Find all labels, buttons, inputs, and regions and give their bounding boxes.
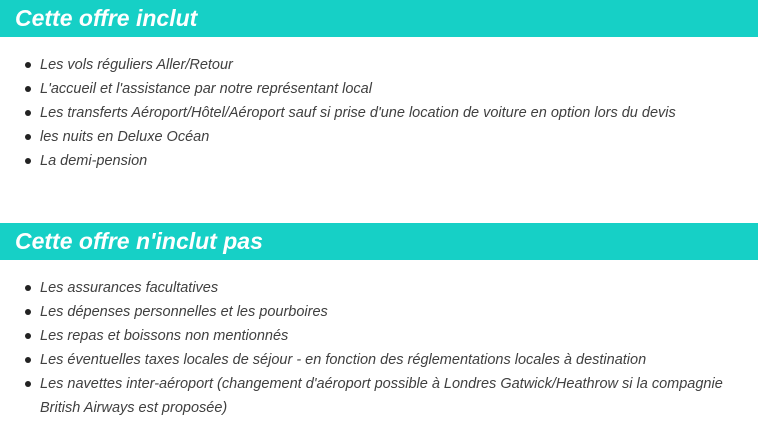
included-list: [0, 53, 758, 173]
excluded-list: [0, 276, 758, 420]
list-item-text: Les transferts Aéroport/Hôtel/Aéroport sauf si prise d'une location de voiture en option lors du devis: [40, 105, 676, 121]
bullet-icon: [25, 86, 31, 92]
bullet-icon: [25, 62, 31, 68]
list-item-text: Les éventuelles taxes locales de séjour - en fonction des réglementations locales à destination: [40, 352, 647, 368]
list-item-text: Les assurances facultatives: [40, 280, 219, 296]
bullet-icon: [25, 158, 31, 164]
list-item-text: La demi-pension: [40, 153, 148, 169]
bullet-icon: [25, 381, 31, 387]
list-item: [0, 53, 758, 77]
excluded-section-header: [0, 223, 758, 260]
list-item-text: Les repas et boissons non mentionnés: [40, 328, 289, 344]
list-item-text: L'accueil et l'assistance par notre représentant local: [40, 81, 372, 97]
list-item: [0, 101, 758, 125]
list-item: [0, 348, 758, 372]
bullet-icon: [25, 134, 31, 140]
bullet-icon: [25, 285, 31, 291]
list-item-text: les nuits en Deluxe Océan: [40, 129, 210, 145]
included-section-header: [0, 0, 758, 37]
list-item: [0, 125, 758, 149]
list-item: [0, 149, 758, 173]
list-item: [0, 276, 758, 300]
bullet-icon: [25, 357, 31, 363]
bullet-icon: [25, 110, 31, 116]
list-item: [0, 324, 758, 348]
list-item-text: Les dépenses personnelles et les pourboires: [40, 304, 328, 320]
list-item: [0, 77, 758, 101]
bullet-icon: [25, 333, 31, 339]
excluded-section-title: Cette offre n'inclut pas: [15, 228, 263, 254]
list-item-text: Les vols réguliers Aller/Retour: [40, 57, 233, 73]
list-item-text: Les navettes inter-aéroport (changement d'aéroport possible à Londres Gatwick/Heathrow si la compagnie British Airways est proposée): [40, 376, 723, 416]
list-item: [0, 300, 758, 324]
list-item: [0, 372, 758, 420]
bullet-icon: [25, 309, 31, 315]
included-section-title: Cette offre inclut: [15, 5, 198, 31]
